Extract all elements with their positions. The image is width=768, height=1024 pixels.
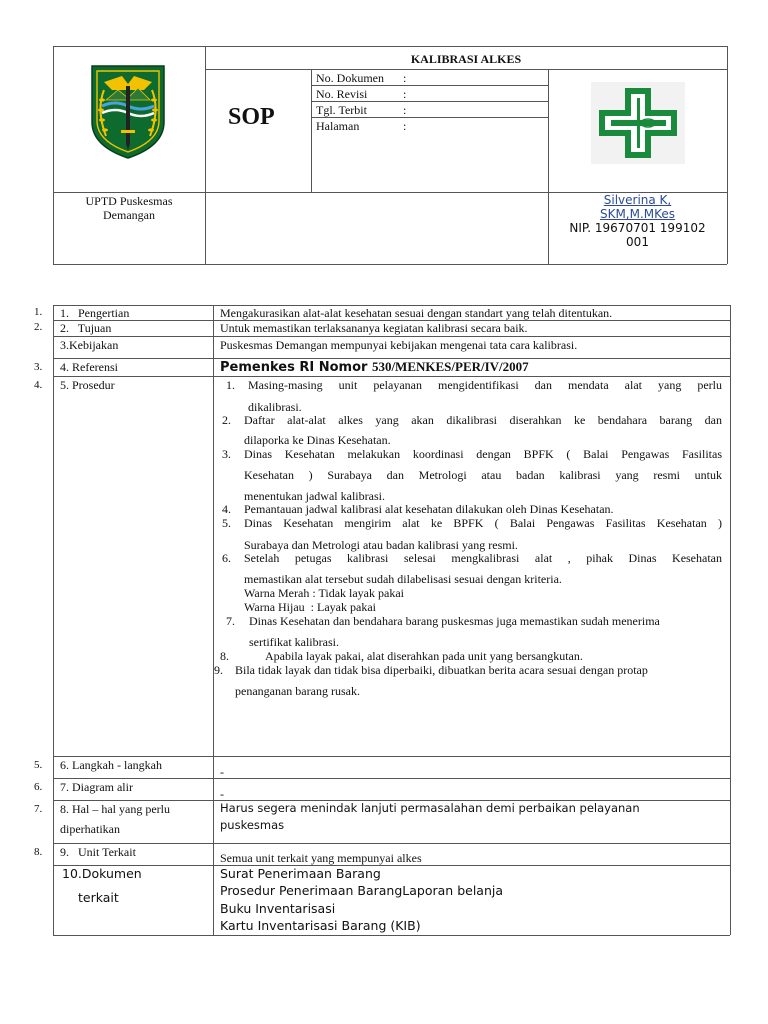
org-line: UPTD Puskesmas	[85, 194, 173, 208]
content-hal-perlu: Harus segera menindak lanjuti permasalahan demi perbaikan pelayanan	[220, 801, 640, 815]
content-tujuan: Untuk memastikan terlaksananya kegiatan kalibrasi secara baik.	[220, 321, 528, 335]
label-warna-hijau: Warna Hijau : Layak pakai	[244, 600, 376, 614]
content-pengertian: Mengakurasikan alat-alat kesehatan sesuai dengan standart yang telah ditentukan.	[220, 306, 613, 320]
label-langkah: 6. Langkah - langkah	[60, 758, 162, 772]
meta-label-terbit: Tgl. Terbit	[316, 103, 367, 117]
meta-sep: :	[403, 87, 407, 101]
step-text: Apabila layak pakai, alat diserahkan pada unit yang bersangkutan.	[265, 649, 583, 663]
label-diagram-alir: 7. Diagram alir	[60, 780, 133, 794]
org-line: Demangan	[103, 208, 155, 222]
row-number: 4.	[34, 379, 43, 391]
step-text: Dinas Kesehatan dan bendahara barang puskesmas juga memastikan sudah menerima	[249, 614, 660, 628]
list-item: Prosedur Penerimaan BarangLaporan belanja	[220, 883, 504, 898]
label-warna-merah: Warna Merah : Tidak layak pakai	[244, 586, 404, 600]
referensi-number: 530/MENKES/PER/IV/2007	[371, 359, 529, 374]
sop-label: SOP	[228, 104, 275, 130]
row-number: 6.	[34, 781, 43, 793]
label-kebijakan: 3.Kebijakan	[60, 338, 119, 352]
step-text: Setelah petugas kalibrasi selesai mengkalibrasi alat , pihak Dinas Kesehatan	[244, 551, 722, 565]
signer-nip: 001	[626, 235, 649, 249]
row-number: 2.	[34, 321, 43, 333]
puskesmas-logo-icon	[591, 82, 685, 164]
step-text: memastikan alat tersebut sudah dilabelisasi sesuai dengan kriteria.	[244, 572, 562, 586]
label-tujuan: 2. Tujuan	[60, 321, 112, 335]
step-text: Kesehatan ) Surabaya dan Metrologi atau badan kalibrasi yang resmi untuk	[244, 468, 722, 482]
label-hal-perlu-2: diperhatikan	[60, 822, 120, 836]
content-diagram-alir: -	[220, 787, 224, 801]
label-unit-terkait: 9. Unit Terkait	[60, 845, 136, 859]
step-text: dikalibrasi.	[248, 400, 302, 414]
label-hal-perlu: 8. Hal – hal yang perlu	[60, 802, 170, 816]
step-text: Dinas Kesehatan melakukan koordinasi dengan BPFK ( Balai Pengawas Fasilitas	[244, 447, 722, 461]
list-item: Buku Inventarisasi	[220, 901, 336, 916]
content-langkah: -	[220, 765, 224, 779]
document-title: KALIBRASI ALKES	[410, 52, 522, 66]
content-referensi	[220, 360, 529, 375]
row-number: 5.	[34, 759, 43, 771]
list-item: Surat Penerimaan Barang	[220, 866, 381, 881]
org-name	[53, 194, 205, 222]
meta-sep: :	[403, 103, 407, 117]
step-text: penanganan barang rusak.	[235, 684, 360, 698]
row-number: 3.	[34, 361, 43, 373]
step-text: Dinas Kesehatan mengirim alat ke BPFK ( Balai Pengawas Fasilitas Kesehatan )	[244, 516, 722, 530]
step-text: menentukan jadwal kalibrasi.	[244, 489, 385, 503]
step-number: 6.	[222, 551, 231, 565]
row-number: 1.	[34, 306, 43, 318]
signer-name: Silverina K,	[603, 193, 672, 207]
referensi-bold: Pemenkes RI Nomor	[220, 360, 372, 375]
step-text: Bila tidak layak dan tidak bisa diperbaiki, dibuatkan berita acara sesuai dengan protap	[235, 663, 648, 677]
meta-sep: :	[403, 119, 407, 133]
meta-sep: :	[403, 71, 407, 85]
label-pengertian: 1. Pengertian	[60, 306, 130, 320]
list-item: Kartu Inventarisasi Barang (KIB)	[220, 918, 421, 933]
step-text: Surabaya dan Metrologi atau badan kalibrasi yang resmi.	[244, 538, 518, 552]
step-text: Pemantauan jadwal kalibrasi alat kesehatan dilakukan oleh Dinas Kesehatan.	[244, 502, 614, 516]
step-number: 1.	[226, 378, 235, 392]
step-text: Masing-masing unit pelayanan mengidentifikasi dan mendata alat yang perlu	[248, 378, 722, 392]
step-number: 9.	[214, 663, 223, 677]
label-prosedur: 5. Prosedur	[60, 378, 115, 392]
meta-label-dokumen: No. Dokumen	[316, 71, 384, 85]
row-number: 8.	[34, 846, 43, 858]
meta-label-revisi: No. Revisi	[316, 87, 368, 101]
step-number: 4.	[222, 502, 231, 516]
label-dokumen-terkait: 10.Dokumen	[62, 866, 142, 881]
label-referensi: 4. Referensi	[60, 360, 118, 374]
step-text: sertifikat kalibrasi.	[249, 635, 339, 649]
signer-block	[548, 193, 727, 249]
step-number: 5.	[222, 516, 231, 530]
step-number: 3.	[222, 447, 231, 461]
content-kebijakan: Puskesmas Demangan mempunyai kebijakan mengenai tata cara kalibrasi.	[220, 338, 578, 352]
meta-label-halaman: Halaman	[316, 119, 360, 133]
content-hal-perlu-2: puskesmas	[220, 818, 285, 832]
step-number: 2.	[222, 413, 231, 427]
content-unit-terkait: Semua unit terkait yang mempunyai alkes	[220, 851, 422, 865]
label-dokumen-terkait-2: terkait	[78, 890, 119, 905]
signer-title: SKM,M.MKes	[599, 207, 676, 221]
step-text: dilaporka ke Dinas Kesehatan.	[244, 433, 391, 447]
row-number: 7.	[34, 803, 43, 815]
step-number: 7.	[226, 614, 235, 628]
step-number: 8.	[220, 649, 229, 663]
regency-emblem-icon	[82, 60, 174, 162]
signer-nip: NIP. 19670701 199102	[569, 221, 706, 235]
step-text: Daftar alat-alat alkes yang akan dikalibrasi diserahkan ke bendahara barang dan	[244, 413, 722, 427]
